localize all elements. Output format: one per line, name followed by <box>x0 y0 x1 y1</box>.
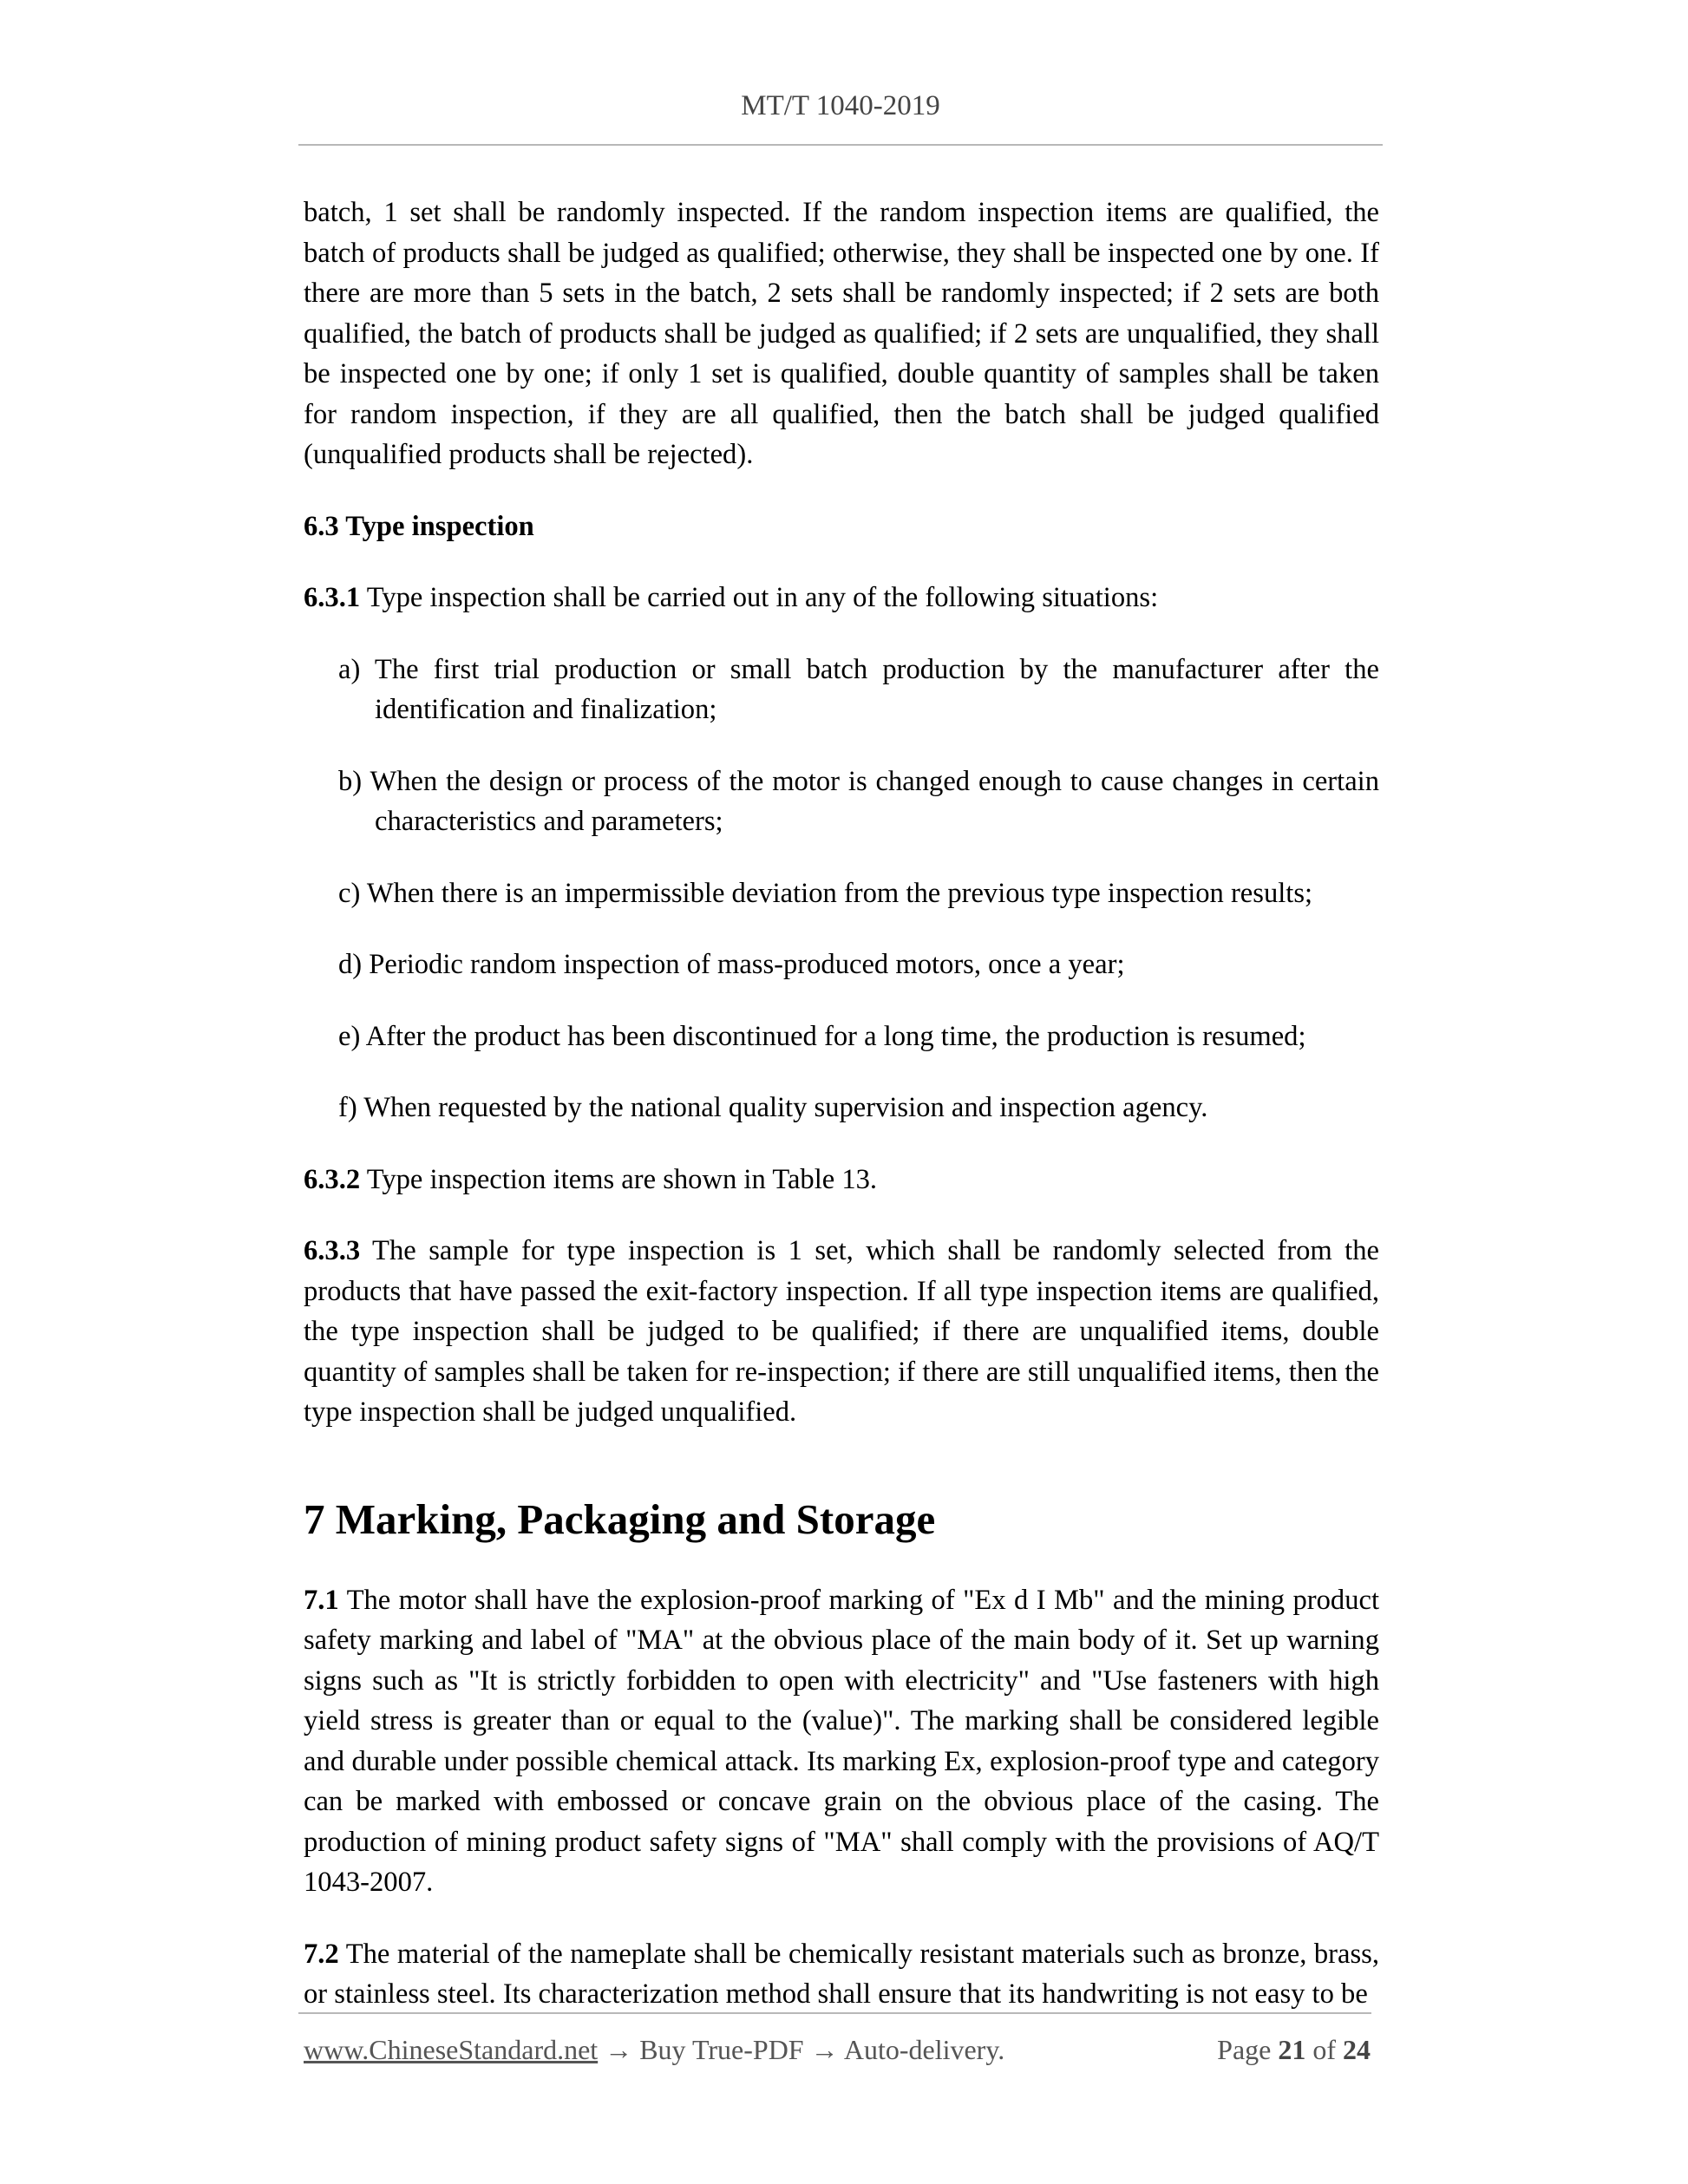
footer-promo <box>304 2034 1004 2066</box>
clause-number: 7.1 <box>304 1584 339 1616</box>
clause-number: 6.3.3 <box>304 1235 361 1266</box>
header-title: MT/T 1040-2019 <box>741 90 940 121</box>
clause-6-3-3 <box>304 1231 1379 1433</box>
paragraph-batch-inspection: batch, 1 set shall be randomly inspected. If the random inspection items are qualified, the batch of products shall be judged as qualified; otherwise, they shall be inspected one by one. If there are more than 5 sets in the batch, 2 sets shall be randomly inspected; if 2 sets are both qualified, the batch of products shall be judged as qualified; if 2 sets are unqualified, they shall be inspected one by one; if only 1 set is qualified, double quantity of samples shall be taken for random inspection, if they are all qualified, then the batch shall be judged qualified (unqualified products shall be rejected). <box>304 197 1379 470</box>
list-item-e: e) After the product has been discontinued for a long time, the production is resumed; <box>338 1020 1306 1052</box>
page-number: 21 <box>1278 2034 1306 2065</box>
clause-text: The material of the nameplate shall be chemically resistant materials such as bronze, brass, or stainless steel. Its characterization method shall ensure that its handwriting is not easy to be <box>304 1938 1379 2010</box>
clause-6-3-1 <box>304 578 1379 618</box>
clause-7-2 <box>304 1934 1379 2015</box>
footer-divider <box>298 2012 1371 2014</box>
site-link[interactable]: www.ChineseStandard.net <box>304 2034 599 2065</box>
clause-number: 6.3.2 <box>304 1163 361 1195</box>
clause-text: The sample for type inspection is 1 set, which shall be randomly selected from the products that have passed the exit-factory inspection. If all type inspection items are qualified, the type inspection shall be judged to be qualified; if there are unqualified items, double quantity of samples shall be taken for re-inspection; if there are still unqualified items, then the type inspection shall be judged unqualified. <box>304 1235 1379 1428</box>
header-divider <box>298 144 1383 146</box>
promo-text: → Buy True-PDF → Auto-delivery. <box>598 2034 1005 2065</box>
clause-text: The motor shall have the explosion-proof marking of "Ex d I Mb" and the mining product safety marking and label of "MA" at the obvious place of the main body of it. Set up warning signs such as "It is strictly forbidden to open with electricity" and "Use fasteners with high yield stress is greater than or equal to the (value)". The marking shall be considered legible and durable under possible chemical attack. Its marking Ex, explosion-proof type and category can be marked with embossed or concave grain on the obvious place of the casing. The production of mining product safety signs of "MA" shall comply with the provisions of AQ/T 1043-2007. <box>304 1584 1379 1898</box>
clause-number: 7.2 <box>304 1938 339 1970</box>
clause-text: Type inspection items are shown in Table 13. <box>360 1163 878 1195</box>
list-item-a: a) The first trial production or small batch production by the manufacturer after the identification and finalization; <box>338 653 1379 725</box>
clause-text: Type inspection shall be carried out in any of the following situations: <box>360 582 1159 613</box>
page-indicator <box>1217 2034 1371 2066</box>
page-total: 24 <box>1343 2034 1371 2065</box>
list-item-c: c) When there is an impermissible deviation from the previous type inspection results; <box>338 877 1313 909</box>
chapter-heading-7: 7 Marking, Packaging and Storage <box>304 1494 936 1543</box>
clause-7-1 <box>304 1580 1379 1903</box>
list-item-f: f) When requested by the national quality supervision and inspection agency. <box>338 1092 1208 1123</box>
page-content <box>304 193 1379 2046</box>
list-item-d: d) Periodic random inspection of mass-produced motors, once a year; <box>338 949 1125 980</box>
section-heading-6-3: 6.3 Type inspection <box>304 510 534 542</box>
page-label: Page <box>1217 2034 1279 2065</box>
list-item-b: b) When the design or process of the motor is changed enough to cause changes in certain characteristics and parameters; <box>338 765 1379 837</box>
clause-6-3-2 <box>304 1160 1379 1200</box>
of-label: of <box>1305 2034 1343 2065</box>
clause-number: 6.3.1 <box>304 582 361 613</box>
